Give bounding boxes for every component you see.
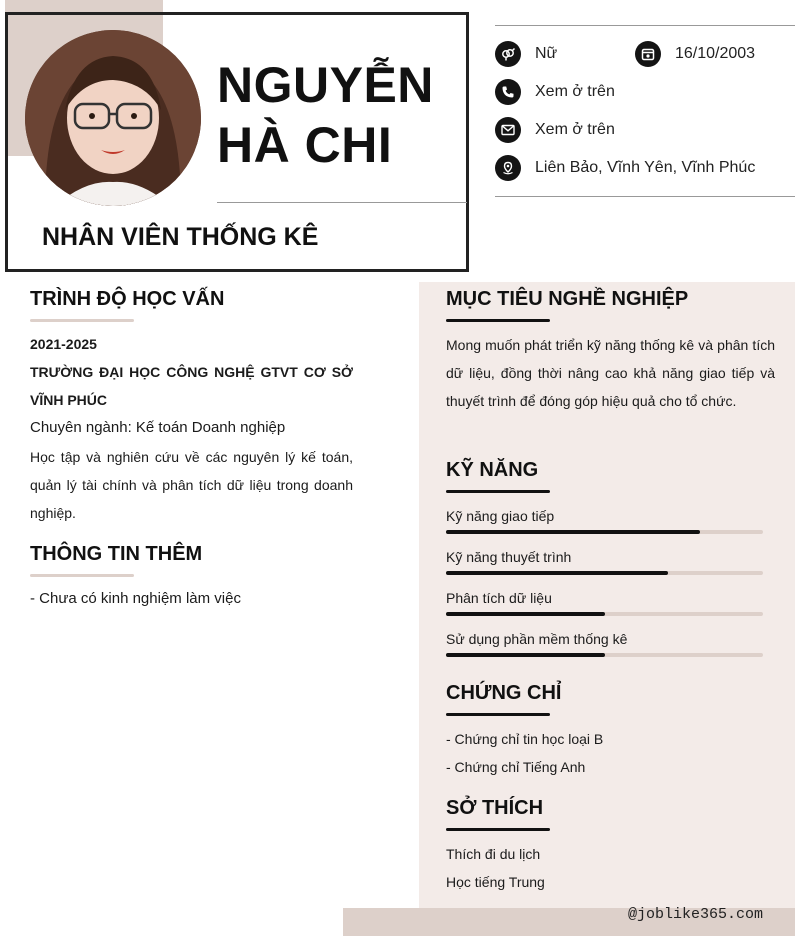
skills-title-underline (446, 490, 550, 493)
phone-value: Xem ở trên (535, 83, 615, 100)
education-title: TRÌNH ĐỘ HỌC VẤN (30, 288, 225, 310)
watermark: @joblike365.com (628, 906, 764, 923)
hobby-item: Thích đi du lịch (446, 846, 541, 862)
certificates-title-underline (446, 713, 550, 716)
objective-title-underline (446, 319, 550, 322)
education-years: 2021-2025 (30, 336, 97, 352)
phone-icon (495, 79, 521, 105)
contact-phone (495, 79, 615, 105)
name-line-2: HÀ CHI (217, 117, 393, 173)
gender-value: Nữ (535, 45, 558, 62)
education-title-underline (30, 319, 134, 322)
hobby-item: Học tiếng Trung (446, 874, 545, 890)
certificate-item: - Chứng chỉ Tiếng Anh (446, 759, 586, 775)
skill-label: Phân tích dữ liệu (446, 590, 552, 606)
education-school: TRƯỜNG ĐẠI HỌC CÔNG NGHỆ GTVT CƠ SỞ VĨNH PHÚC (30, 364, 353, 408)
avatar (25, 30, 201, 206)
gender-icon (495, 41, 521, 67)
skill-bar-fill (446, 571, 668, 575)
skill-bar-fill (446, 530, 700, 534)
contact-birthday (635, 41, 755, 67)
contact-top-divider (495, 25, 795, 26)
email-icon (495, 117, 521, 143)
certificate-item: - Chứng chỉ tin học loại B (446, 731, 604, 747)
skill-bar-fill (446, 653, 605, 657)
skill-bar (446, 653, 763, 657)
extra-info-text: - Chưa có kinh nghiệm làm việc (30, 590, 241, 607)
calendar-icon (635, 41, 661, 67)
contact-gender (495, 41, 557, 67)
hobbies-title: SỞ THÍCH (446, 797, 544, 819)
education-major: Chuyên ngành: Kế toán Doanh nghiệp (30, 419, 286, 436)
skill-bar (446, 612, 763, 616)
skill-label: Sử dụng phần mềm thống kê (446, 631, 628, 647)
skills-title: KỸ NĂNG (446, 459, 539, 481)
birthday-value: 16/10/2003 (675, 45, 756, 62)
location-icon (495, 155, 521, 181)
skill-label: Kỹ năng thuyết trình (446, 549, 572, 565)
name-divider (217, 202, 467, 203)
hobbies-title-underline (446, 828, 550, 831)
name-line-1: NGUYỄN (217, 57, 434, 113)
education-description: Học tập và nghiên cứu về các nguyên lý kế toán, quản lý tài chính và phân tích dữ liệu trong doanh nghiệp. (30, 449, 353, 521)
contact-bottom-divider (495, 196, 795, 197)
contact-address (495, 155, 755, 181)
email-value: Xem ở trên (535, 121, 615, 138)
job-title: NHÂN VIÊN THỐNG KÊ (42, 223, 319, 251)
address-value: Liên Bảo, Vĩnh Yên, Vĩnh Phúc (535, 159, 756, 176)
extra-info-title-underline (30, 574, 134, 577)
contact-email (495, 117, 615, 143)
certificates-title: CHỨNG CHỈ (446, 682, 562, 704)
objective-title: MỤC TIÊU NGHỀ NGHIỆP (446, 288, 689, 310)
full-name (217, 55, 434, 175)
skill-label: Kỹ năng giao tiếp (446, 508, 555, 524)
skill-bar (446, 571, 763, 575)
skill-bar-fill (446, 612, 605, 616)
objective-text: Mong muốn phát triển kỹ năng thống kê và phân tích dữ liệu, đồng thời nâng cao khả năng giao tiếp và thuyết trình để đóng góp hiệu quả cho tổ chức. (446, 337, 775, 409)
extra-info-title: THÔNG TIN THÊM (30, 543, 203, 565)
skill-bar (446, 530, 763, 534)
